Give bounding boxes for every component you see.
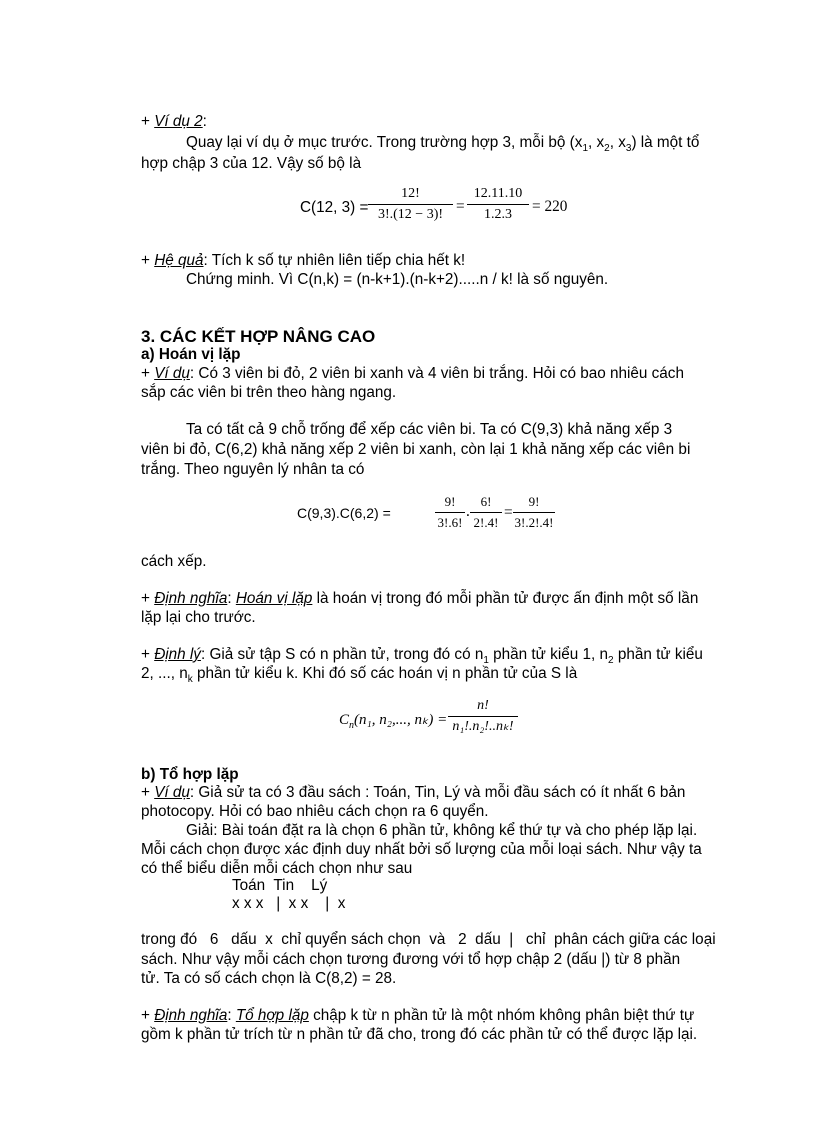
- example-a-line-1: + Ví dụ: Có 3 viên bi đỏ, 2 viên bi xanh và 4 viên bi trắng. Hỏi có bao nhiêu cách: [141, 365, 684, 382]
- definition-permutation-line-2: lặp lại cho trước.: [141, 609, 256, 626]
- formula-c12-3-lhs: C(12, 3) =: [300, 199, 369, 216]
- theorem-line-2: 2, ..., $n_k$ phần tử kiểu k. Khi đó số các hoán vị n phần tử của S là: [141, 665, 578, 686]
- example-2-heading: + Ví dụ 2:: [141, 113, 207, 130]
- para-2-line-2: sách. Như vậy mỗi cách chọn tương đương với tổ hợp chập 2 (dấu |) từ 8 phần: [141, 951, 681, 968]
- formula-multinomial-fraction: n! n₁!.n₂!..nₖ!: [448, 697, 518, 736]
- para-1-line-1: Ta có tất cả 9 chỗ trống để xếp các viên bi. Ta có C(9,3) khả năng xếp 3: [186, 421, 673, 438]
- example-b-line-2: photocopy. Hỏi có bao nhiêu cách chọn ra 6 quyển.: [141, 803, 489, 820]
- para-1-line-2: viên bi đỏ, C(6,2) khả năng xếp 2 viên bi xanh, còn lại 1 khả năng xếp các viên bi: [141, 441, 691, 458]
- formula-c9-3-lhs: C(9,3).C(6,2) =: [297, 505, 391, 521]
- selection-table-header: Toán Tin Lý: [232, 877, 328, 894]
- example-2-line-1: Quay lại ví dụ ở mục trước. Trong trường hợp 3, mỗi bộ ($x_1$, $x_2$, $x_3$) là một tổ: [186, 134, 700, 155]
- formula-c12-3-result: = 220: [532, 198, 568, 215]
- formula-multinomial-lhs: $C_n(n_1$, n₂,..., nₖ) =: [339, 712, 448, 731]
- formula-c9-3-fraction-2: 6! 2!.4!: [470, 493, 502, 532]
- ways-count-text: cách xếp.: [141, 553, 207, 570]
- definition-combination-line-1: + Định nghĩa: Tổ hợp lặp chập k từ n phần tử là một nhóm không phân biệt thứ tự: [141, 1007, 695, 1024]
- selection-table-row: x x x | x x | x: [232, 895, 346, 912]
- formula-c12-3-fraction-1: 12! 3!.(12 − 3)!: [368, 185, 453, 224]
- para-1-line-3: trắng. Theo nguyên lý nhân ta có: [141, 461, 365, 478]
- example-2-line-2: hợp chập 3 của 12. Vậy số bộ là: [141, 155, 362, 172]
- corollary-proof: Chứng minh. Vì C(n,k) = (n-k+1).(n-k+2).....n / k! là số nguyên.: [186, 271, 609, 288]
- definition-combination-line-2: gồm k phần tử trích từ n phần tử đã cho, trong đó các phần tử có thể được lặp lại.: [141, 1026, 698, 1043]
- example-a-line-2: sắp các viên bi trên theo hàng ngang.: [141, 384, 397, 401]
- theorem-line-1: + Định lý: Giả sử tập S có n phần tử, trong đó có $n_1$ phần tử kiểu 1, $n_2$ phần tử kiểu: [141, 646, 703, 667]
- formula-c9-3-dot: .: [466, 503, 470, 520]
- formula-c9-3-equals: =: [504, 504, 513, 521]
- corollary: + Hệ quả: Tích k số tự nhiên liên tiếp chia hết k!: [141, 252, 466, 269]
- formula-c9-3-fraction-3: 9! 3!.2!.4!: [514, 494, 554, 530]
- formula-c12-3-fraction-2: 12.11.10 1.2.3: [467, 185, 529, 224]
- definition-permutation-line-1: + Định nghĩa: Hoán vị lặp là hoán vị trong đó mỗi phần tử được ấn định một số lần: [141, 590, 699, 607]
- example-b-line-1: + Ví dụ: Giả sử ta có 3 đầu sách : Toán, Tin, Lý và mỗi đầu sách có ít nhất 6 bản: [141, 784, 686, 801]
- para-2-line-1: trong đó 6 dấu x chỉ quyển sách chọn và 2 dấu | chỉ phân cách giữa các loại: [141, 931, 716, 948]
- solution-line-1: Giải: Bài toán đặt ra là chọn 6 phần tử, không kể thứ tự và cho phép lặp lại.: [186, 822, 698, 839]
- solution-line-3: có thể biểu diễn mỗi cách chọn như sau: [141, 860, 413, 877]
- subsection-a-title: a) Hoán vị lặp: [141, 346, 241, 363]
- formula-c12-3-equals: =: [456, 198, 465, 215]
- solution-line-2: Mỗi cách chọn được xác định duy nhất bởi số lượng của mỗi loại sách. Như vậy ta: [141, 841, 702, 858]
- subsection-b-title: b) Tổ hợp lặp: [141, 766, 239, 783]
- section-3-title: 3. CÁC KẾT HỢP NÂNG CAO: [141, 327, 376, 346]
- para-2-line-3: tử. Ta có số cách chọn là C(8,2) = 28.: [141, 970, 397, 987]
- formula-c9-3-fraction-1: 9! 3!.6!: [435, 493, 465, 532]
